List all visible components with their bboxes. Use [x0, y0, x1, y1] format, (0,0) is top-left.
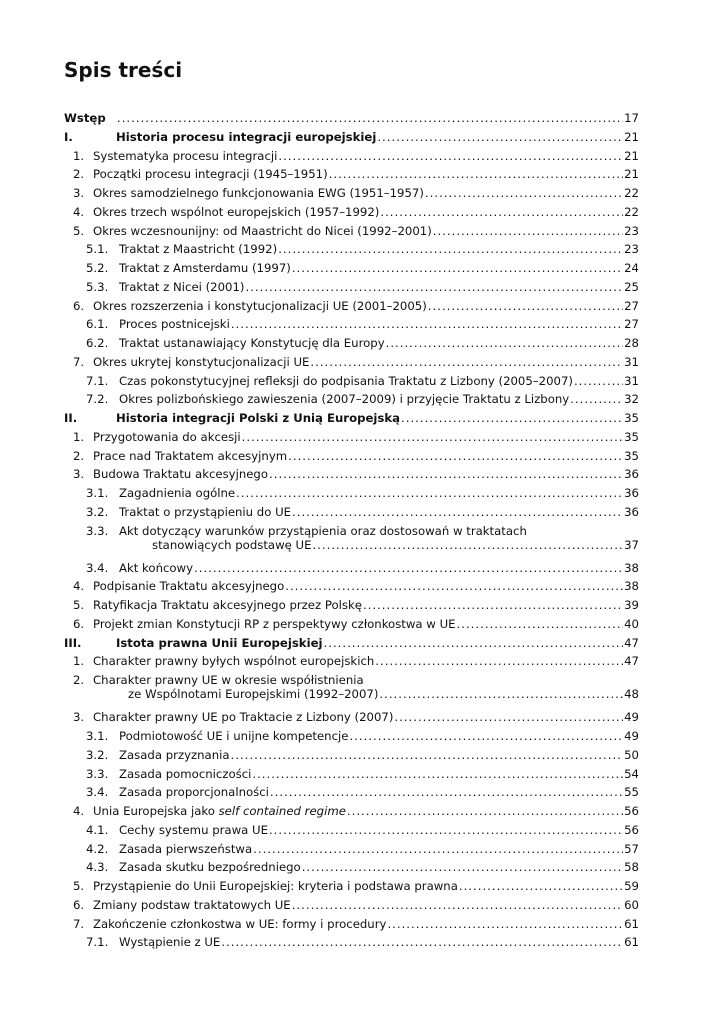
toc-section-entry[interactable] — [64, 729, 639, 748]
toc-entry-number: 1. — [73, 654, 85, 669]
toc-entry-number: 5. — [73, 598, 85, 613]
toc-entry-number: 3. — [73, 467, 85, 482]
toc-entry-page: 37 — [624, 537, 639, 552]
toc-entry-page: 61 — [624, 916, 639, 931]
dot-leader — [253, 842, 623, 856]
toc-entry-page: 21 — [624, 148, 639, 163]
toc-entry-number: 6.1. — [86, 317, 109, 332]
toc-section-entry[interactable] — [64, 524, 639, 561]
toc-section-entry[interactable] — [64, 935, 639, 954]
toc-entry-page: 59 — [624, 879, 639, 894]
toc-entry-title: Okres wczesnounijny: od Maastricht do Nicei (1992–2001) — [93, 223, 432, 238]
toc-entry-number: 4. — [73, 804, 85, 819]
toc-entry-page: 38 — [624, 579, 639, 594]
toc-entry-page: 48 — [624, 687, 639, 702]
dot-leader — [252, 767, 623, 781]
toc-entry-title: Zmiany podstaw traktatowych UE — [93, 897, 291, 912]
dot-leader — [292, 261, 623, 275]
dot-leader — [377, 130, 623, 144]
toc-entry-number: III. — [64, 635, 82, 650]
toc-entry-page: 23 — [624, 242, 639, 257]
toc-chapter-entry[interactable] — [64, 804, 639, 823]
toc-section-entry[interactable] — [64, 505, 639, 524]
dot-leader — [117, 111, 623, 125]
toc-chapter-entry[interactable] — [64, 673, 639, 710]
toc-entry-title: Podmiotowość UE i unijne kompetencje — [119, 729, 349, 744]
toc-section-entry[interactable] — [64, 374, 639, 393]
dot-leader — [231, 317, 623, 331]
toc-chapter-entry[interactable] — [64, 710, 639, 729]
toc-entry-number: 3.3. — [86, 766, 109, 781]
toc-entry-page: 31 — [624, 354, 639, 369]
toc-entry-title: Prace nad Traktatem akcesyjnym — [93, 448, 288, 463]
toc-entry-number: 2. — [73, 673, 85, 688]
toc-entry-number: 4.1. — [86, 822, 109, 837]
toc-chapter-entry[interactable] — [64, 598, 639, 617]
toc-entry-title: Okres trzech wspólnot europejskich (1957–1992) — [93, 204, 380, 219]
dot-leader — [380, 205, 623, 219]
dot-leader — [288, 449, 623, 463]
toc-section-entry[interactable] — [64, 767, 639, 786]
toc-entry-page: 50 — [624, 747, 639, 762]
toc-entry-number: 1. — [73, 429, 85, 444]
toc-entry-title: Podpisanie Traktatu akcesyjnego — [93, 579, 285, 594]
toc-entry-page: 21 — [624, 167, 639, 182]
toc-entry-number: 3.2. — [86, 504, 109, 519]
toc-entry-page: 35 — [624, 448, 639, 463]
toc-part-entry[interactable] — [64, 411, 639, 430]
toc-entry-page: 40 — [624, 616, 639, 631]
toc-entry-title: Zasada pierwszeństwa — [119, 841, 253, 856]
toc-entry-title: Cechy systemu prawa UE — [119, 822, 268, 837]
dot-leader — [269, 823, 623, 837]
toc-section-entry[interactable] — [64, 336, 639, 355]
dot-leader — [278, 242, 623, 256]
toc-entry-page: 22 — [624, 186, 639, 200]
toc-entry-page: 27 — [624, 298, 639, 313]
toc-entry-title: Unia Europejska jako self contained regime — [93, 804, 346, 819]
toc-entry-number: 3.4. — [86, 785, 109, 800]
toc-entry-page: 17 — [624, 111, 639, 125]
toc-entry-page: 36 — [624, 504, 639, 519]
dot-leader — [292, 898, 623, 912]
toc-entry-page: 32 — [624, 392, 639, 407]
dot-leader — [242, 430, 623, 444]
toc-chapter-entry[interactable] — [64, 205, 639, 224]
toc-entry-number: 5. — [73, 879, 85, 894]
toc-entry-title: Akt dotyczący warunków przystąpienia oraz dostosowań w traktatach — [119, 523, 527, 538]
toc-chapter-entry[interactable] — [64, 449, 639, 468]
toc-entry-page: 27 — [624, 317, 639, 332]
toc-chapter-entry[interactable] — [64, 149, 639, 168]
toc-entry-page: 35 — [624, 411, 639, 425]
toc-entry-number: 5. — [73, 223, 85, 238]
toc-chapter-entry[interactable] — [64, 224, 639, 243]
toc-entry-number: 2. — [73, 167, 85, 182]
toc-entry-title: Okres polizbońskiego zawieszenia (2007–2009) i przyjęcie Traktatu z Lizbony — [119, 392, 570, 407]
toc-entry-title: Budowa Traktatu akcesyjnego — [93, 467, 269, 482]
toc-entry-title: Traktat z Amsterdamu (1997) — [119, 261, 291, 275]
toc-chapter-entry[interactable] — [64, 879, 639, 898]
toc-chapter-entry[interactable] — [64, 167, 639, 186]
toc-entry-title: Proces postnicejski — [119, 317, 230, 332]
toc-entry-page: 54 — [624, 766, 639, 781]
toc-entry-page: 47 — [624, 635, 639, 650]
toc-entry-title: Historia procesu integracji europejskiej — [116, 129, 377, 144]
toc-entry-number: 6.2. — [86, 336, 109, 350]
toc-entry-number: 3. — [73, 710, 85, 725]
toc-entry-page: 55 — [624, 785, 639, 800]
toc-chapter-entry[interactable] — [64, 898, 639, 917]
toc-entry-title: Zasada skutku bezpośredniego — [119, 860, 301, 875]
toc-entry-page: 28 — [624, 336, 639, 350]
toc-part-entry[interactable] — [64, 636, 639, 655]
dot-leader — [433, 224, 623, 238]
toc-entry-number: 7.1. — [86, 373, 109, 388]
dot-leader — [270, 785, 623, 799]
toc-section-entry[interactable] — [64, 748, 639, 767]
toc-entry-page: 31 — [624, 373, 639, 388]
toc-entry-number: 4.3. — [86, 860, 109, 875]
dot-leader — [375, 654, 623, 668]
toc-entry-title: Okres ukrytej konstytucjonalizacji UE — [93, 354, 310, 369]
dot-leader — [245, 280, 623, 294]
toc-entry-number: 2. — [73, 448, 85, 463]
toc-entry-page: 49 — [624, 729, 639, 744]
toc-entry-number: 3.1. — [86, 729, 109, 744]
dot-leader — [324, 636, 624, 650]
toc-entry-title-italic: self contained regime — [218, 804, 346, 819]
dot-leader — [570, 392, 623, 406]
toc-entry-number: 7.1. — [86, 935, 109, 950]
toc-entry-page: 36 — [624, 467, 639, 482]
toc-entry-page: 36 — [624, 486, 639, 500]
dot-leader — [386, 336, 624, 350]
dot-leader — [310, 355, 623, 369]
toc-entry-title: Zasada pomocniczości — [119, 766, 252, 781]
dot-leader — [312, 538, 623, 552]
toc-chapter-entry[interactable] — [64, 917, 639, 936]
toc-entry-page: 35 — [624, 429, 639, 444]
toc-section-entry[interactable] — [64, 561, 639, 580]
toc-entry-page: 61 — [624, 935, 639, 950]
dot-leader — [574, 374, 623, 388]
toc-section-entry[interactable] — [64, 486, 639, 505]
toc-entry-number: II. — [64, 411, 78, 425]
dot-leader — [387, 917, 623, 931]
toc-entry-title: Traktat ustanawiający Konstytucję dla Europy — [119, 336, 385, 350]
dot-leader — [221, 935, 623, 949]
dot-leader — [236, 486, 623, 500]
toc-chapter-entry[interactable] — [64, 299, 639, 318]
toc-chapter-entry[interactable] — [64, 467, 639, 486]
toc-entry-title-continued: stanowiących podstawę UE — [152, 537, 312, 552]
toc-entry-title: Traktat z Maastricht (1992) — [119, 242, 278, 257]
toc-entry-number: 5.1. — [86, 242, 109, 257]
toc-entry-title: Okres rozszerzenia i konstytucjonalizacji UE (2001–2005) — [93, 298, 427, 313]
dot-leader — [329, 167, 623, 181]
toc-entry-page: 25 — [624, 279, 639, 294]
toc-entry-title: Wystąpienie z UE — [119, 935, 221, 950]
toc-entry-number: 5.2. — [86, 261, 109, 275]
dot-leader — [292, 505, 623, 519]
toc-entry-number: 6. — [73, 298, 85, 313]
toc-entry-title: Ratyfikacja Traktatu akcesyjnego przez Polskę — [93, 598, 362, 613]
toc-entry-title: Początki procesu integracji (1945–1951) — [93, 167, 328, 182]
toc-section-entry[interactable] — [64, 842, 639, 861]
toc-entry-number: 6. — [73, 897, 85, 912]
dot-leader — [401, 411, 623, 425]
toc-entry-title-continued: ze Wspólnotami Europejskimi (1992–2007) — [128, 687, 379, 702]
toc-section-entry[interactable] — [64, 280, 639, 299]
toc-entry-page: 22 — [624, 204, 639, 219]
dot-leader — [425, 186, 623, 200]
toc-section-entry[interactable] — [64, 242, 639, 261]
toc-entry-title: Istota prawna Unii Europejskiej — [116, 635, 323, 650]
toc-entry-title: Projekt zmian Konstytucji RP z perspektywy członkostwa w UE — [93, 616, 456, 631]
dot-leader — [302, 860, 623, 874]
toc-entry-number: 3.4. — [86, 560, 109, 575]
toc-entry-number: 4. — [73, 204, 85, 219]
toc-entry-page: 60 — [624, 897, 639, 912]
toc-entry-number: 6. — [73, 616, 85, 631]
toc-entry-title: Charakter prawny byłych wspólnot europejskich — [93, 654, 375, 669]
toc-entry-title: Akt końcowy — [119, 560, 194, 575]
toc-entry-number: 3.3. — [86, 523, 109, 538]
toc-part-entry[interactable] — [64, 130, 639, 149]
toc-entry-number: 3. — [73, 186, 85, 200]
dot-leader — [379, 687, 623, 701]
toc-chapter-entry[interactable] — [64, 654, 639, 673]
toc-chapter-entry[interactable] — [64, 617, 639, 636]
toc-entry-page: 57 — [624, 841, 639, 856]
toc-entry-title: Przystąpienie do Unii Europejskiej: kryteria i podstawa prawna — [93, 879, 458, 894]
toc-entry-page: 39 — [624, 598, 639, 613]
toc-entry-page: 47 — [624, 654, 639, 669]
toc-entry-page: 56 — [624, 822, 639, 837]
toc-entry-page: 21 — [624, 129, 639, 144]
toc-section-entry[interactable] — [64, 785, 639, 804]
toc-entry-number: 4.2. — [86, 841, 109, 856]
toc-entry-title: Czas pokonstytucyjnej refleksji do podpisania Traktatu z Lizbony (2005–2007) — [119, 373, 573, 388]
toc-chapter-entry[interactable] — [64, 186, 639, 205]
toc-chapter-entry[interactable] — [64, 355, 639, 374]
table-of-contents — [64, 111, 639, 954]
toc-section-entry[interactable] — [64, 860, 639, 879]
dot-leader — [459, 879, 623, 893]
toc-entry-number: Wstęp — [64, 111, 106, 125]
toc-entry-title: Zasada przyznania — [119, 747, 230, 762]
dot-leader — [231, 748, 624, 762]
toc-chapter-entry[interactable] — [64, 430, 639, 449]
toc-entry-number: 7. — [73, 916, 85, 931]
dot-leader — [394, 710, 623, 724]
toc-section-entry[interactable] — [64, 317, 639, 336]
toc-entry-page: 58 — [624, 860, 639, 875]
dot-leader — [349, 729, 623, 743]
dot-leader — [269, 467, 623, 481]
toc-entry-title: Charakter prawny UE po Traktacie z Lizbony (2007) — [93, 710, 394, 725]
dot-leader — [428, 299, 623, 313]
toc-entry-number: 7.2. — [86, 392, 109, 407]
toc-entry-page: 23 — [624, 223, 639, 238]
toc-entry-number: 4. — [73, 579, 85, 594]
toc-entry-title: Traktat o przystąpieniu do UE — [119, 504, 292, 519]
toc-entry-title: Zakończenie członkostwa w UE: formy i procedury — [93, 916, 387, 931]
toc-entry-number: 1. — [73, 148, 85, 163]
toc-entry-number: 7. — [73, 354, 85, 369]
toc-entry-title: Zagadnienia ogólne — [119, 486, 236, 500]
toc-entry-page: 56 — [624, 804, 639, 819]
toc-entry-page: 49 — [624, 710, 639, 725]
toc-entry-title: Okres samodzielnego funkcjonowania EWG (1951–1957) — [93, 186, 424, 200]
toc-entry-number: I. — [64, 129, 73, 144]
dot-leader — [194, 561, 623, 575]
page-title: Spis treści — [64, 58, 183, 82]
toc-part-entry[interactable] — [64, 111, 639, 130]
toc-entry-number: 5.3. — [86, 279, 109, 294]
toc-entry-title: Zasada proporcjonalności — [119, 785, 269, 800]
toc-section-entry[interactable] — [64, 261, 639, 280]
toc-entry-title: Przygotowania do akcesji — [93, 429, 241, 444]
toc-section-entry[interactable] — [64, 392, 639, 411]
toc-entry-title: Charakter prawny UE w okresie współistnienia — [93, 673, 364, 688]
toc-entry-title: Systematyka procesu integracji — [93, 148, 278, 163]
toc-entry-page: 38 — [624, 560, 639, 575]
toc-entry-title: Historia integracji Polski z Unią Europejską — [116, 411, 401, 425]
toc-entry-page: 24 — [624, 261, 639, 275]
dot-leader — [285, 579, 623, 593]
dot-leader — [457, 617, 624, 631]
toc-entry-title: Traktat z Nicei (2001) — [119, 279, 245, 294]
dot-leader — [347, 804, 623, 818]
toc-entry-number: 3.2. — [86, 747, 109, 762]
dot-leader — [363, 598, 623, 612]
toc-chapter-entry[interactable] — [64, 579, 639, 598]
toc-entry-number: 3.1. — [86, 486, 109, 500]
dot-leader — [278, 149, 623, 163]
toc-section-entry[interactable] — [64, 823, 639, 842]
